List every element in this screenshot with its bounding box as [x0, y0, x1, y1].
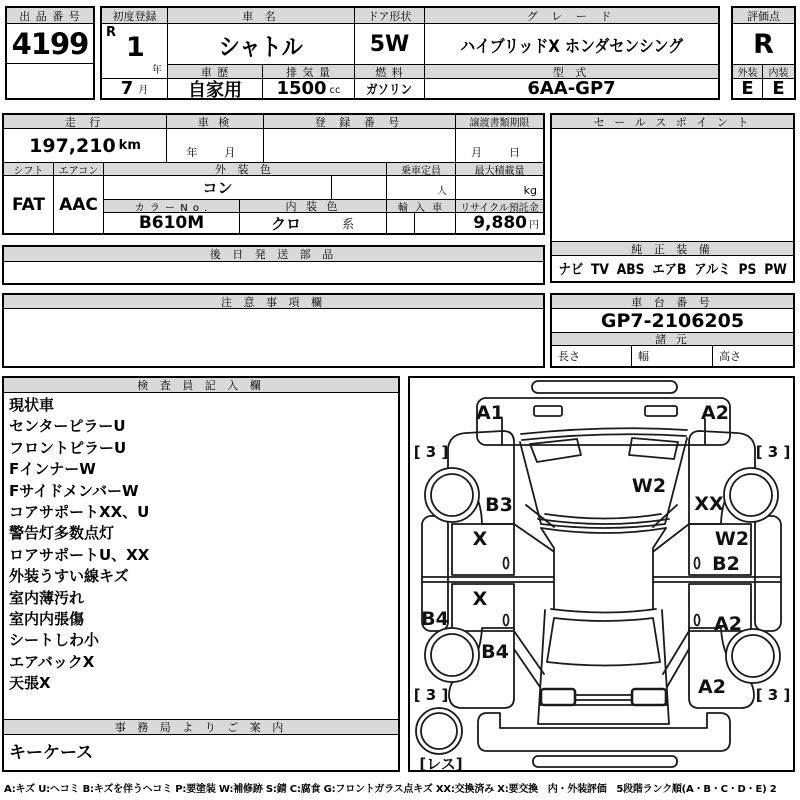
sales-point-label-bar: セ ー ル ス ポ イ ン ト — [552, 115, 793, 129]
grade-value: ハイブリッドX ホンダセンシング — [460, 36, 683, 57]
transfer-label-bar: 譲渡書類期限 — [456, 115, 543, 129]
roof-rear-band — [551, 609, 656, 613]
hood-vent-right — [645, 406, 677, 416]
header-box — [100, 6, 720, 100]
mileage-value: 197,210 km — [4, 129, 167, 162]
interior-color-suffix: 系 — [332, 213, 387, 233]
shift-label-bar: シフト — [4, 162, 54, 176]
exterior-score-value: E — [733, 79, 763, 98]
wheel-rear-right-rim — [732, 635, 774, 677]
spec-label-bar: 諸 元 — [552, 332, 793, 346]
notice-box — [2, 293, 545, 368]
first-reg-year-suffix: 年 — [152, 65, 162, 76]
import-label-bar: 輸 入 車 — [387, 199, 456, 213]
wiper-right — [629, 438, 678, 459]
door-handle — [504, 558, 509, 569]
score-value: R — [753, 28, 774, 60]
rear-bumper-lower-bar — [533, 756, 677, 767]
office-label-bar: 事 務 局 よ り ご 案 内 — [4, 719, 398, 735]
c-pillar-fold-left-2 — [514, 649, 540, 687]
cowl-line-2 — [522, 434, 686, 440]
registration-value — [264, 129, 456, 162]
auction-no-value: 4199 — [7, 24, 93, 64]
score-box — [731, 6, 796, 100]
diagram-damage-label: W2 — [714, 528, 750, 550]
c-pillar-fold-left-1 — [514, 631, 544, 674]
displacement-unit: cc — [329, 85, 341, 96]
recycle-label-bar: リサイクル預託金 — [456, 199, 543, 213]
rear-bumper — [478, 713, 730, 751]
auction-no-box — [5, 6, 95, 100]
color-no-label-bar: カ ラ ー N o . — [104, 199, 240, 213]
tailgate-outline — [538, 610, 669, 724]
tail-lamp-left — [541, 689, 575, 705]
spare-tire-rim — [421, 713, 457, 749]
diagram-damage-label: [ 3 ] — [413, 686, 449, 704]
first-reg-label-bar: 初度登録 — [102, 8, 168, 24]
first-reg-month: 7 — [120, 79, 134, 98]
mileage-unit: km — [118, 138, 141, 153]
c-pillar-fold-right-1 — [663, 631, 689, 674]
score-label-bar: 評価点 — [733, 8, 794, 24]
model-label-bar: 型 式 — [425, 64, 718, 79]
diagram-labels — [414, 402, 791, 770]
door-label-bar: ドア形状 — [355, 8, 425, 24]
color-no-value: B610M — [104, 213, 240, 233]
first-reg-year: 1 — [126, 32, 145, 63]
diagram-damage-label: [ 3 ] — [755, 443, 791, 461]
exterior-color-value: コン — [104, 176, 332, 199]
inspection-label-bar: 車 検 — [167, 115, 264, 129]
recycle-fee-unit: 円 — [529, 219, 539, 231]
parts-body — [4, 262, 543, 283]
wheel-front-left-rim — [431, 474, 473, 516]
diagram-damage-label: A1 — [476, 402, 504, 424]
first-reg-month-cell — [102, 79, 168, 98]
diagram-damage-label: X — [472, 528, 488, 550]
inspector-note-line: 現状車 — [9, 396, 55, 414]
diagram-box — [408, 376, 795, 772]
car-diagram-svg — [410, 378, 793, 770]
spec-width-cell: 幅 — [632, 346, 713, 366]
interior-label-bar: 内装 — [763, 64, 794, 79]
inspector-note-line: 室内内張傷 — [9, 610, 85, 629]
sales-point-body — [552, 129, 793, 241]
exterior-color-extra-cell — [332, 176, 387, 199]
equipment-label-bar: 純 正 装 備 — [552, 241, 793, 256]
payload-unit-cell: kg — [523, 184, 537, 197]
parts-label-bar: 後 日 発 送 部 品 — [4, 247, 543, 262]
diagram-damage-label: [ 3 ] — [413, 443, 449, 461]
shift-value: FAT — [4, 176, 54, 233]
legend-line: A:キズ U:ヘコミ B:キズを伴うヘコミ P:要塗装 W:補修跡 S:錆 C:腐食 G:フロントガラス点キズ XX:交換済み X:要交換 内・外装評価 5段階ランク順(A・B・C・D・E) 2 — [4, 783, 777, 795]
hood-vent-left — [534, 406, 562, 416]
inspector-note-line: 天張X — [9, 674, 51, 693]
import-sub-cell-1 — [387, 213, 415, 233]
wiper-left — [530, 439, 581, 462]
history-value: 自家用 — [168, 79, 263, 98]
right-rocker-panel — [755, 516, 781, 631]
inspection-value: 年 月 — [167, 129, 264, 162]
inspector-box — [2, 376, 400, 772]
door-handle — [504, 615, 509, 626]
diagram-damage-label: B2 — [712, 553, 740, 575]
car-name-value: シャトル — [168, 24, 355, 64]
roof-side-right — [653, 528, 666, 609]
model-value: 6AA-GP7 — [527, 79, 616, 98]
diagram-damage-label: A2 — [698, 676, 726, 698]
diagram-damage-label: B4 — [481, 641, 509, 663]
inspector-notes — [4, 395, 398, 717]
inspector-note-line: シートしわ小 — [9, 631, 100, 650]
aircon-value: AAC — [54, 176, 104, 233]
diagram-damage-label: [レス] — [419, 755, 463, 770]
inspector-note-line: FインナーW — [9, 460, 96, 479]
inspector-note-line: ロアサポートU、XX — [9, 545, 150, 564]
car-name-label-bar: 車 名 — [168, 8, 355, 24]
recycle-fee-value: 9,880 円 — [473, 213, 539, 233]
tail-lamp-right — [632, 689, 666, 705]
notice-body — [4, 309, 543, 366]
capacity-unit-cell: 人 — [387, 176, 456, 199]
first-reg-value — [102, 24, 168, 79]
door-value: 5W — [355, 24, 425, 64]
diagram-damage-label: XX — [694, 493, 724, 515]
auction-no-label-bar: 出 品 番 号 — [7, 8, 93, 24]
fuel-label-bar: 燃 料 — [355, 64, 425, 79]
rear-window — [547, 618, 660, 666]
front-bumper-bar — [532, 381, 677, 393]
interior-color-label-bar: 内 装 色 — [240, 199, 387, 213]
mileage-label-bar: 走 行 — [4, 115, 167, 129]
diagram-damage-label: W2 — [631, 475, 667, 497]
displacement-label-bar: 排 気 量 — [263, 64, 355, 79]
registration-label-bar: 登 録 番 号 — [264, 115, 456, 129]
transfer-value: 月 日 — [471, 146, 528, 159]
interior-score-value: E — [772, 79, 785, 98]
inspector-note-line: センターピラーU — [9, 417, 126, 436]
notice-label-bar: 注 意 事 項 欄 — [4, 295, 543, 309]
inspector-note-line: 室内薄汚れ — [9, 588, 85, 607]
interior-color-value: クロ — [270, 214, 301, 233]
diagram-damage-label: [ 3 ] — [755, 686, 791, 704]
chassis-label-bar: 車 台 番 号 — [552, 295, 793, 309]
wheel-rear-left-rim — [431, 634, 473, 676]
door-handle — [695, 558, 700, 569]
fuel-value: ガソリン — [355, 79, 425, 98]
diagram-damage-label: A2 — [714, 613, 742, 635]
chassis-number: GP7-2106205 — [600, 309, 745, 332]
chassis-box — [550, 293, 795, 368]
wheel-front-right-rim — [730, 474, 772, 516]
first-reg-era: R — [106, 25, 117, 40]
diagram-damage-label: B4 — [421, 608, 449, 630]
sales-point-box — [550, 113, 795, 283]
status-box — [2, 113, 545, 235]
inspector-note-line: FサイドメンバーW — [9, 481, 139, 500]
first-reg-month-suffix: 月 — [138, 85, 149, 96]
capacity-label-bar: 乗車定員 — [387, 162, 456, 176]
office-note: キーケース — [9, 743, 94, 763]
exterior-label-bar: 外装 — [733, 64, 763, 79]
diagram-damage-label: B3 — [485, 494, 513, 516]
displacement-value: 1500 cc — [263, 79, 355, 98]
diagram-damage-label: A2 — [701, 402, 729, 424]
inspector-note-line: 外装うすい線キズ — [9, 567, 129, 586]
roof-front-band-1 — [538, 519, 669, 524]
exterior-color-label-bar: 外 装 色 — [104, 162, 387, 176]
door-handle — [695, 615, 700, 626]
equipment-list: ナビ TV ABS エアB アルミ PS PW — [558, 261, 787, 278]
import-sub-cell-2 — [415, 213, 456, 233]
roof-side-left — [541, 528, 554, 609]
inspector-note-line: コアサポートXX、U — [9, 503, 150, 522]
auction-no-empty-cell — [7, 64, 93, 98]
history-label-bar: 車 歴 — [168, 64, 263, 79]
cowl-line-1 — [521, 428, 687, 434]
grade-label-bar: グ レ ー ド — [425, 8, 718, 24]
spec-length-cell: 長さ — [552, 346, 632, 366]
windshield-bottom-curve — [545, 514, 661, 519]
inspector-note-line: 警告灯多数点灯 — [9, 524, 115, 543]
inspector-note-line: エアバックX — [9, 652, 95, 671]
c-pillar-fold-right-2 — [667, 649, 689, 687]
parts-box — [2, 245, 545, 285]
spec-height-cell: 高さ — [719, 350, 741, 363]
inspector-label-bar: 検 査 員 記 入 欄 — [4, 378, 398, 393]
inspector-note-line: フロントピラーU — [9, 438, 127, 457]
payload-label-bar: 最大積載量 — [456, 162, 543, 176]
aircon-label-bar: エアコン — [54, 162, 104, 176]
diagram-damage-label: X — [472, 588, 488, 610]
hood-panel — [477, 398, 730, 445]
